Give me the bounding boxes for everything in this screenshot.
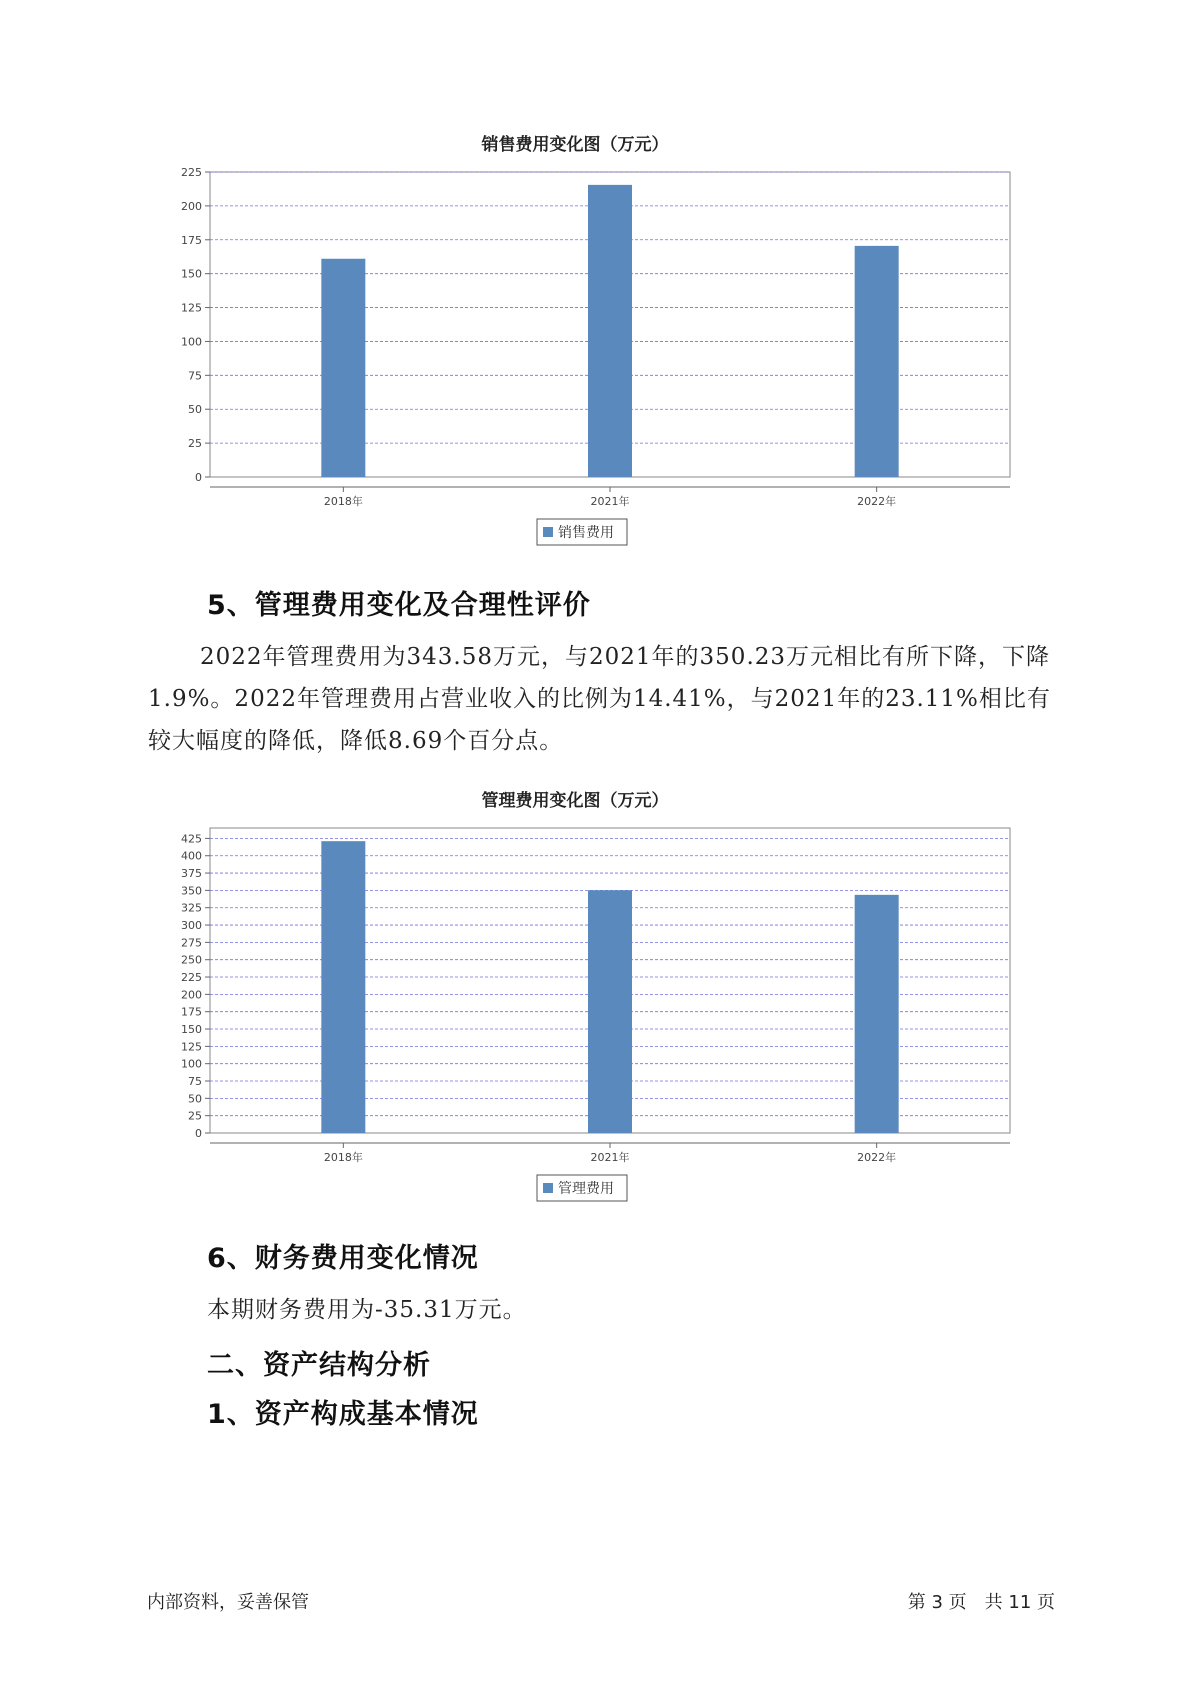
y-tick-label: 0 bbox=[195, 1127, 202, 1140]
bar bbox=[321, 259, 365, 477]
section-5-heading: 5、管理费用变化及合理性评价 bbox=[207, 590, 591, 621]
y-tick-label: 225 bbox=[181, 166, 202, 179]
y-tick-label: 200 bbox=[181, 199, 202, 213]
y-tick-label: 175 bbox=[181, 1005, 202, 1019]
y-tick-label: 75 bbox=[188, 369, 202, 383]
bar bbox=[855, 246, 899, 477]
y-tick-label: 325 bbox=[181, 901, 202, 915]
footer-page-number: 第 3 页 共 11 页 bbox=[907, 1592, 1055, 1613]
x-tick-label: 2022年 bbox=[857, 495, 897, 508]
y-tick-label: 125 bbox=[181, 1040, 202, 1054]
footer-confidential: 内部资料，妥善保管 bbox=[147, 1592, 309, 1613]
legend-label: 销售费用 bbox=[558, 525, 614, 541]
legend-swatch bbox=[543, 527, 553, 537]
section-6-paragraph: 本期财务费用为-35.31万元。 bbox=[207, 1297, 527, 1323]
y-tick-label: 75 bbox=[188, 1075, 202, 1089]
y-tick-label: 150 bbox=[181, 267, 202, 281]
chart-title: 管理费用变化图（万元） bbox=[481, 791, 669, 811]
y-tick-label: 50 bbox=[188, 403, 202, 417]
legend-swatch bbox=[543, 1183, 553, 1193]
x-tick-label: 2018年 bbox=[323, 1151, 363, 1164]
sales-expense-chart bbox=[150, 122, 1040, 552]
y-tick-label: 0 bbox=[195, 471, 202, 484]
y-tick-label: 50 bbox=[188, 1092, 202, 1106]
section-two-heading: 二、资产结构分析 bbox=[207, 1350, 431, 1381]
legend-label: 管理费用 bbox=[558, 1181, 614, 1197]
admin-expense-chart bbox=[150, 778, 1040, 1208]
y-tick-label: 175 bbox=[181, 233, 202, 247]
bar bbox=[321, 841, 365, 1133]
x-tick-label: 2022年 bbox=[857, 1151, 897, 1164]
chart-title: 销售费用变化图（万元） bbox=[481, 135, 669, 155]
section-two-1-heading: 1、资产构成基本情况 bbox=[207, 1399, 479, 1430]
bar bbox=[588, 890, 632, 1133]
section-5-paragraph: 2022年管理费用为343.58万元，与2021年的350.23万元相比有所下降，下降1.9%。2022年管理费用占营业收入的比例为14.41%，与2021年的23.11%相比有较大幅度的降低，降低8.69个百分点。 bbox=[148, 644, 1051, 754]
x-tick-label: 2021年 bbox=[590, 495, 630, 508]
y-tick-label: 25 bbox=[188, 437, 202, 451]
y-tick-label: 400 bbox=[181, 849, 202, 863]
x-tick-label: 2021年 bbox=[590, 1151, 630, 1164]
y-tick-label: 25 bbox=[188, 1109, 202, 1123]
y-tick-label: 375 bbox=[181, 867, 202, 881]
y-tick-label: 225 bbox=[181, 971, 202, 985]
bar bbox=[855, 895, 899, 1133]
y-tick-label: 100 bbox=[181, 335, 202, 349]
y-tick-label: 125 bbox=[181, 301, 202, 315]
y-tick-label: 250 bbox=[181, 953, 202, 967]
y-tick-label: 275 bbox=[181, 936, 202, 950]
x-tick-label: 2018年 bbox=[323, 495, 363, 508]
y-tick-label: 200 bbox=[181, 988, 202, 1002]
y-tick-label: 300 bbox=[181, 919, 202, 933]
bar bbox=[588, 185, 632, 477]
sales-expense-chart-svg bbox=[150, 122, 1040, 552]
y-tick-label: 100 bbox=[181, 1057, 202, 1071]
section-6-heading: 6、财务费用变化情况 bbox=[207, 1243, 479, 1274]
y-tick-label: 350 bbox=[181, 884, 202, 898]
y-tick-label: 150 bbox=[181, 1023, 202, 1037]
y-tick-label: 425 bbox=[181, 832, 202, 846]
admin-expense-chart-svg bbox=[150, 778, 1040, 1208]
